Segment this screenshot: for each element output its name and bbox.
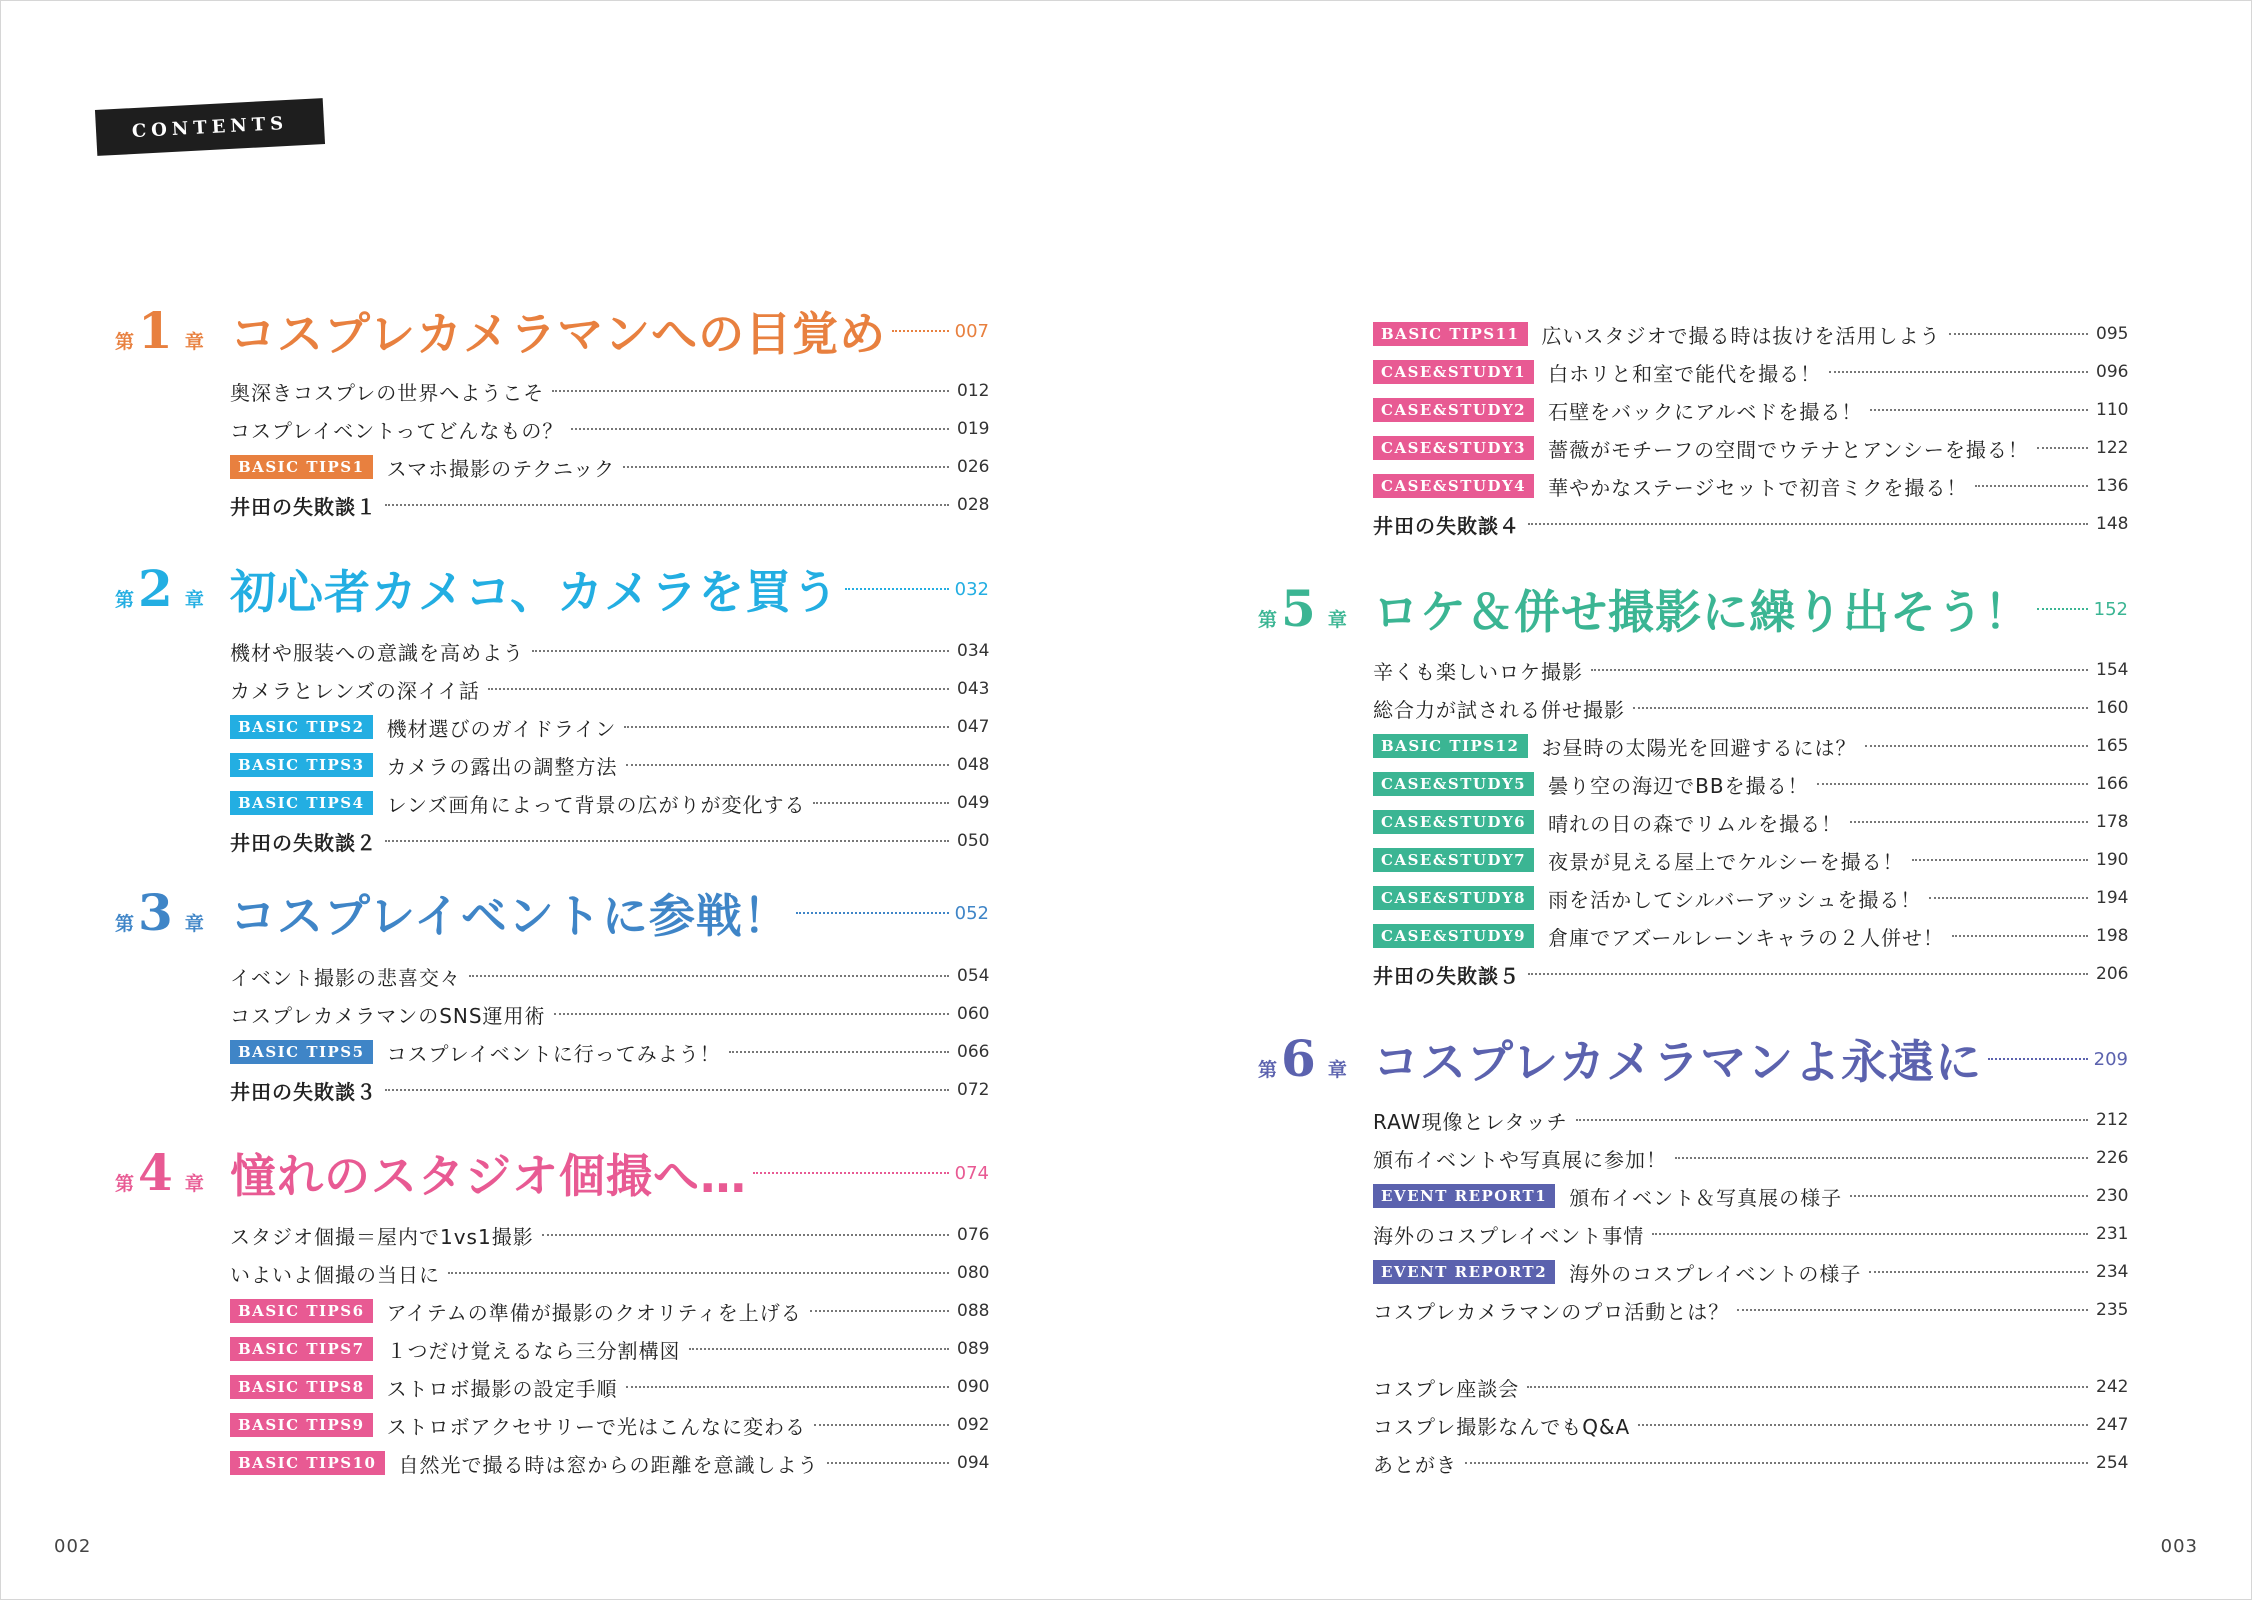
entry-title: 頒布イベントや写真展に参加！: [1373, 1147, 1667, 1172]
chapter-number: 2: [138, 559, 173, 618]
entry-page: 212: [2096, 1110, 2129, 1130]
tips-badge: BASIC TIPS1: [230, 455, 373, 479]
dot-leader: [469, 975, 949, 977]
chapter-marker: [115, 883, 230, 942]
chapter-marker: [115, 1143, 230, 1202]
toc-entry[interactable]: [1373, 955, 2128, 993]
entry-page: 090: [957, 1377, 990, 1397]
chapter-suffix: 章: [184, 1173, 204, 1195]
entry-page: 019: [957, 419, 990, 439]
entry-title: レンズ画角によって背景の広がりが変化する: [386, 792, 806, 817]
toc-entry[interactable]: [1373, 1368, 2128, 1406]
entry-page: 136: [2096, 476, 2129, 496]
dot-leader: [448, 1272, 949, 1274]
dot-leader: [796, 912, 949, 914]
chapter-suffix: 章: [1327, 609, 1347, 631]
entry-page: 148: [2096, 514, 2129, 534]
entry-title: 薔薇がモチーフの空間でウテナとアンシーを撮る！: [1548, 437, 2029, 462]
entry-title: 白ホリと和室で能代を撮る！: [1548, 361, 1822, 386]
dot-leader: [1975, 485, 2088, 487]
case-badge: CASE&STUDY9: [1373, 924, 1534, 948]
chapter-3-entries: [230, 957, 989, 1109]
toc-entry[interactable]: [1373, 651, 2128, 689]
entry-page: 072: [957, 1080, 990, 1100]
chapter-number: 3: [138, 883, 173, 942]
dot-leader: [1870, 409, 2088, 411]
entry-title: 井田の失敗談１: [230, 494, 377, 519]
case-badge: CASE&STUDY2: [1373, 398, 1534, 422]
chapter-marker: [115, 301, 230, 360]
entry-title: 井田の失敗談２: [230, 830, 377, 855]
chapter-number: 6: [1281, 1029, 1316, 1088]
dot-leader: [1528, 973, 2088, 975]
dot-leader: [1528, 523, 2088, 525]
toc-entry[interactable]: [230, 372, 989, 410]
toc-entry[interactable]: [230, 957, 989, 995]
tips-badge: BASIC TIPS5: [230, 1040, 373, 1064]
toc-entry[interactable]: [230, 670, 989, 708]
toc-entry[interactable]: [230, 1071, 989, 1109]
chapter-1-entries: [230, 372, 989, 524]
toc-entry[interactable]: [230, 995, 989, 1033]
entry-title: 機材選びのガイドライン: [386, 716, 617, 741]
dot-leader: [1929, 897, 2088, 899]
chapter-number: 5: [1281, 579, 1316, 638]
dot-leader: [554, 1013, 949, 1015]
chapter-marker: [1258, 579, 1373, 638]
entry-page: 235: [2096, 1300, 2129, 1320]
entry-title: スタジオ個撮＝屋内で1vs1撮影: [230, 1224, 534, 1249]
toc-entry[interactable]: [1373, 1177, 2128, 1215]
toc-entry[interactable]: [230, 746, 989, 784]
dot-leader: [1952, 935, 2088, 937]
dot-leader: [1850, 1195, 2088, 1197]
chapter-prefix: 第: [115, 589, 135, 611]
tips-badge: BASIC TIPS3: [230, 753, 373, 777]
dot-leader: [1675, 1157, 2088, 1159]
entry-title: 辛くも楽しいロケ撮影: [1373, 659, 1583, 684]
chapter-5-entries: [1373, 651, 2128, 993]
dot-leader: [1527, 1386, 2088, 1388]
chapter-page: 152: [2093, 598, 2128, 620]
entry-page: 154: [2096, 660, 2129, 680]
entry-page: 092: [957, 1415, 990, 1435]
dot-leader: [626, 1386, 949, 1388]
dot-leader: [1737, 1309, 2088, 1311]
case-badge: CASE&STUDY5: [1373, 772, 1534, 796]
chapter-number: 1: [138, 301, 173, 360]
entry-title: １つだけ覚えるなら三分割構図: [386, 1338, 681, 1363]
chapter-title: ロケ＆併せ撮影に繰り出そう！: [1373, 585, 2031, 639]
entry-title: コスプレイベントに行ってみよう！: [386, 1041, 721, 1066]
chapter-5-heading[interactable]: [1258, 578, 2128, 640]
dot-leader: [1850, 821, 2088, 823]
toc-entry[interactable]: [230, 1368, 989, 1406]
dot-leader: [810, 1310, 949, 1312]
chapter-prefix: 第: [115, 1173, 135, 1195]
entry-page: 230: [2096, 1186, 2129, 1206]
toc-entry[interactable]: [1373, 429, 2128, 467]
dot-leader: [552, 390, 949, 392]
entry-title: 広いスタジオで撮る時は抜けを活用しよう: [1541, 323, 1941, 348]
toc-entry[interactable]: [1373, 315, 2128, 353]
dot-leader: [1829, 371, 2088, 373]
dot-leader: [1576, 1119, 2088, 1121]
dot-leader: [689, 1348, 949, 1350]
entry-title: 井田の失敗談４: [1373, 513, 1520, 538]
dot-leader: [1465, 1462, 2088, 1464]
entry-title: イベント撮影の悲喜交々: [230, 965, 461, 990]
entry-page: 034: [957, 641, 990, 661]
toc-entry[interactable]: [1373, 1291, 2128, 1329]
toc-entry[interactable]: [1373, 727, 2128, 765]
chapter-prefix: 第: [115, 913, 135, 935]
dot-leader: [814, 1424, 949, 1426]
entry-page: 165: [2096, 736, 2129, 756]
toc-entry[interactable]: [1373, 353, 2128, 391]
tips-badge: BASIC TIPS11: [1373, 322, 1528, 346]
entry-title: 晴れの日の森でリムルを撮る！: [1548, 811, 1843, 836]
entry-page: 088: [957, 1301, 990, 1321]
chapter-1-heading[interactable]: [115, 300, 989, 362]
back-matter-entries: [1373, 1368, 2128, 1482]
dot-leader: [1652, 1233, 2088, 1235]
entry-page: 060: [957, 1004, 990, 1024]
entry-title: 倉庫でアズールレーンキャラの２人併せ！: [1548, 925, 1945, 950]
chapter-number: 4: [138, 1143, 173, 1202]
dot-leader: [1869, 1271, 2088, 1273]
page-number-left: 002: [54, 1536, 92, 1557]
entry-title: コスプレ撮影なんでもQ&A: [1373, 1414, 1631, 1439]
dot-leader: [827, 1462, 950, 1464]
entry-page: 054: [957, 966, 990, 986]
toc-entry[interactable]: [230, 632, 989, 670]
toc-entry[interactable]: [1373, 765, 2128, 803]
toc-entry[interactable]: [230, 1216, 989, 1254]
toc-entry[interactable]: [1373, 841, 2128, 879]
toc-entry[interactable]: [1373, 689, 2128, 727]
entry-page: 231: [2096, 1224, 2129, 1244]
chapter-page: 052: [954, 902, 989, 924]
toc-entry[interactable]: [230, 1254, 989, 1292]
dot-leader: [729, 1051, 949, 1053]
chapter-6-heading[interactable]: [1258, 1028, 2128, 1090]
dot-leader: [542, 1234, 949, 1236]
entry-title: 奥深きコスプレの世界へようこそ: [230, 380, 545, 405]
toc-entry[interactable]: [230, 1292, 989, 1330]
entry-page: 110: [2096, 400, 2129, 420]
toc-entry[interactable]: [230, 784, 989, 822]
toc-entry[interactable]: [1373, 1139, 2128, 1177]
dot-leader: [1633, 707, 2088, 709]
tips-badge: BASIC TIPS9: [230, 1413, 373, 1437]
dot-leader: [488, 688, 949, 690]
entry-page: 166: [2096, 774, 2129, 794]
entry-title: コスプレカメラマンのプロ活動とは？: [1373, 1299, 1730, 1324]
entry-title: 石壁をバックにアルベドを撮る！: [1548, 399, 1863, 424]
chapter-6-entries: [1373, 1101, 2128, 1329]
tips-badge: BASIC TIPS2: [230, 715, 373, 739]
entry-title: 華やかなステージセットで初音ミクを撮る！: [1548, 475, 1968, 500]
entry-title: 海外のコスプレイベントの様子: [1569, 1261, 1862, 1286]
entry-title: RAW現像とレタッチ: [1373, 1109, 1568, 1134]
dot-leader: [753, 1172, 949, 1174]
entry-title: 井田の失敗談３: [230, 1079, 377, 1104]
tips-badge: BASIC TIPS4: [230, 791, 373, 815]
dot-leader: [624, 726, 949, 728]
tips-badge: BASIC TIPS6: [230, 1299, 373, 1323]
chapter-title: コスプレカメラマンへの目覚め: [230, 307, 887, 361]
entry-page: 047: [957, 717, 990, 737]
toc-entry[interactable]: [1373, 1101, 2128, 1139]
tips-badge: BASIC TIPS8: [230, 1375, 373, 1399]
case-badge: CASE&STUDY7: [1373, 848, 1534, 872]
chapter-2-entries: [230, 632, 989, 860]
contents-label: CONTENTS: [95, 98, 325, 156]
entry-title: 雨を活かしてシルバーアッシュを撮る！: [1548, 887, 1922, 912]
chapter-page: 209: [2093, 1048, 2128, 1070]
toc-entry[interactable]: [230, 410, 989, 448]
entry-page: 160: [2096, 698, 2129, 718]
chapter-3-heading[interactable]: [115, 882, 989, 944]
toc-entry[interactable]: [230, 448, 989, 486]
entry-title: アイテムの準備が撮影のクオリティを上げる: [386, 1300, 802, 1325]
entry-page: 066: [957, 1042, 990, 1062]
dot-leader: [1865, 745, 2089, 747]
entry-title: 頒布イベント＆写真展の様子: [1569, 1185, 1843, 1210]
case-badge: CASE&STUDY6: [1373, 810, 1534, 834]
chapter-title: 初心者カメコ、カメラを買う: [230, 565, 840, 619]
chapter-prefix: 第: [1258, 1059, 1278, 1081]
toc-entry[interactable]: [1373, 505, 2128, 543]
chapter-2-heading[interactable]: [115, 558, 989, 620]
case-badge: CASE&STUDY4: [1373, 474, 1534, 498]
entry-page: 095: [2096, 324, 2129, 344]
entry-title: カメラの露出の調整方法: [386, 754, 618, 779]
case-badge: CASE&STUDY1: [1373, 360, 1534, 384]
entry-page: 080: [957, 1263, 990, 1283]
dot-leader: [385, 840, 949, 842]
entry-title: ストロボアクセサリーで光はこんなに変わる: [386, 1414, 806, 1439]
toc-entry[interactable]: [230, 1033, 989, 1071]
toc-entry[interactable]: [230, 1444, 989, 1482]
dot-leader: [813, 802, 949, 804]
toc-entry[interactable]: [1373, 1253, 2128, 1291]
entry-title: 自然光で撮る時は窓からの距離を意識しよう: [398, 1452, 819, 1477]
chapter-page: 007: [954, 320, 989, 342]
toc-entry[interactable]: [1373, 879, 2128, 917]
toc-entry[interactable]: [230, 1330, 989, 1368]
chapter-marker: [115, 559, 230, 618]
dot-leader: [385, 1089, 949, 1091]
entry-page: 048: [957, 755, 990, 775]
dot-leader: [1912, 859, 2088, 861]
chapter-suffix: 章: [184, 589, 204, 611]
entry-title: いよいよ個撮の当日に: [230, 1262, 440, 1287]
entry-page: 234: [2096, 1262, 2129, 1282]
entry-page: 028: [957, 495, 990, 515]
chapter-prefix: 第: [115, 331, 135, 353]
chapter-marker: [1258, 1029, 1373, 1088]
entry-page: 178: [2096, 812, 2129, 832]
chapter-suffix: 章: [184, 913, 204, 935]
entry-title: あとがき: [1373, 1452, 1457, 1477]
page-number-right: 003: [2160, 1536, 2198, 1557]
dot-leader: [571, 428, 949, 430]
toc-entry[interactable]: [1373, 467, 2128, 505]
chapter-4-entries: [230, 1216, 989, 1482]
entry-page: 226: [2096, 1148, 2129, 1168]
chapter-4-heading[interactable]: [115, 1142, 989, 1204]
toc-entry[interactable]: [1373, 917, 2128, 955]
dot-leader: [1949, 333, 2089, 335]
entry-page: 190: [2096, 850, 2129, 870]
entry-title: 海外のコスプレイベント事情: [1373, 1223, 1645, 1248]
entry-page: 012: [957, 381, 990, 401]
toc-entry[interactable]: [1373, 1406, 2128, 1444]
entry-page: 089: [957, 1339, 990, 1359]
toc-entry[interactable]: [230, 822, 989, 860]
event-badge: EVENT REPORT1: [1373, 1184, 1555, 1208]
chapter-title: コスプレカメラマンよ永遠に: [1373, 1035, 1983, 1089]
entry-page: 076: [957, 1225, 990, 1245]
entry-page: 043: [957, 679, 990, 699]
entry-title: 夜景が見える屋上でケルシーを撮る！: [1548, 849, 1904, 874]
toc-entry[interactable]: [1373, 1215, 2128, 1253]
entry-title: 機材や服装への意識を高めよう: [230, 640, 524, 665]
dot-leader: [385, 504, 949, 506]
dot-leader: [1591, 669, 2088, 671]
chapter-prefix: 第: [1258, 609, 1278, 631]
entry-page: 096: [2096, 362, 2129, 382]
entry-title: 曇り空の海辺でBBを撮る！: [1548, 773, 1809, 798]
chapter-title: コスプレイベントに参戦！: [230, 889, 790, 943]
case-badge: CASE&STUDY3: [1373, 436, 1534, 460]
dot-leader: [626, 764, 949, 766]
tips-badge: BASIC TIPS7: [230, 1337, 373, 1361]
chapter-page: 074: [954, 1162, 989, 1184]
entry-title: コスプレイベントってどんなもの？: [230, 418, 564, 443]
toc-entry[interactable]: [1373, 803, 2128, 841]
entry-title: コスプレ座談会: [1373, 1376, 1520, 1401]
entry-title: ストロボ撮影の設定手順: [386, 1376, 618, 1401]
chapter-suffix: 章: [184, 331, 204, 353]
dot-leader: [2037, 608, 2088, 610]
chapter-page: 032: [954, 578, 989, 600]
entry-page: 194: [2096, 888, 2129, 908]
tips-badge: BASIC TIPS10: [230, 1451, 385, 1475]
dot-leader: [1988, 1058, 2087, 1060]
entry-page: 242: [2096, 1377, 2129, 1397]
dot-leader: [1817, 783, 2088, 785]
entry-title: コスプレカメラマンのSNS運用術: [230, 1003, 546, 1028]
entry-title: お昼時の太陽光を回避するには？: [1541, 735, 1857, 760]
entry-page: 247: [2096, 1415, 2129, 1435]
dot-leader: [532, 650, 949, 652]
dot-leader: [845, 588, 948, 590]
toc-entry[interactable]: [230, 1406, 989, 1444]
entry-page: 206: [2096, 964, 2129, 984]
entry-title: スマホ撮影のテクニック: [386, 456, 616, 481]
toc-entry[interactable]: [1373, 1444, 2128, 1482]
entry-page: 254: [2096, 1453, 2129, 1473]
event-badge: EVENT REPORT2: [1373, 1260, 1555, 1284]
toc-entry[interactable]: [230, 486, 989, 524]
entry-page: 049: [957, 793, 990, 813]
entry-page: 050: [957, 831, 990, 851]
entry-page: 026: [957, 457, 990, 477]
chapter-suffix: 章: [1327, 1059, 1347, 1081]
toc-entry[interactable]: [230, 708, 989, 746]
entry-page: 198: [2096, 926, 2129, 946]
dot-leader: [2037, 447, 2088, 449]
chapter-4-continued-entries: [1373, 315, 2128, 543]
tips-badge: BASIC TIPS12: [1373, 734, 1528, 758]
toc-entry[interactable]: [1373, 391, 2128, 429]
entry-page: 122: [2096, 438, 2129, 458]
entry-page: 094: [957, 1453, 990, 1473]
dot-leader: [892, 330, 948, 332]
chapter-title: 憧れのスタジオ個撮へ…: [230, 1149, 747, 1203]
dot-leader: [623, 466, 949, 468]
entry-title: カメラとレンズの深イイ話: [230, 678, 480, 703]
case-badge: CASE&STUDY8: [1373, 886, 1534, 910]
dot-leader: [1638, 1424, 2088, 1426]
entry-title: 井田の失敗談５: [1373, 963, 1520, 988]
entry-title: 総合力が試される併せ撮影: [1373, 697, 1625, 722]
